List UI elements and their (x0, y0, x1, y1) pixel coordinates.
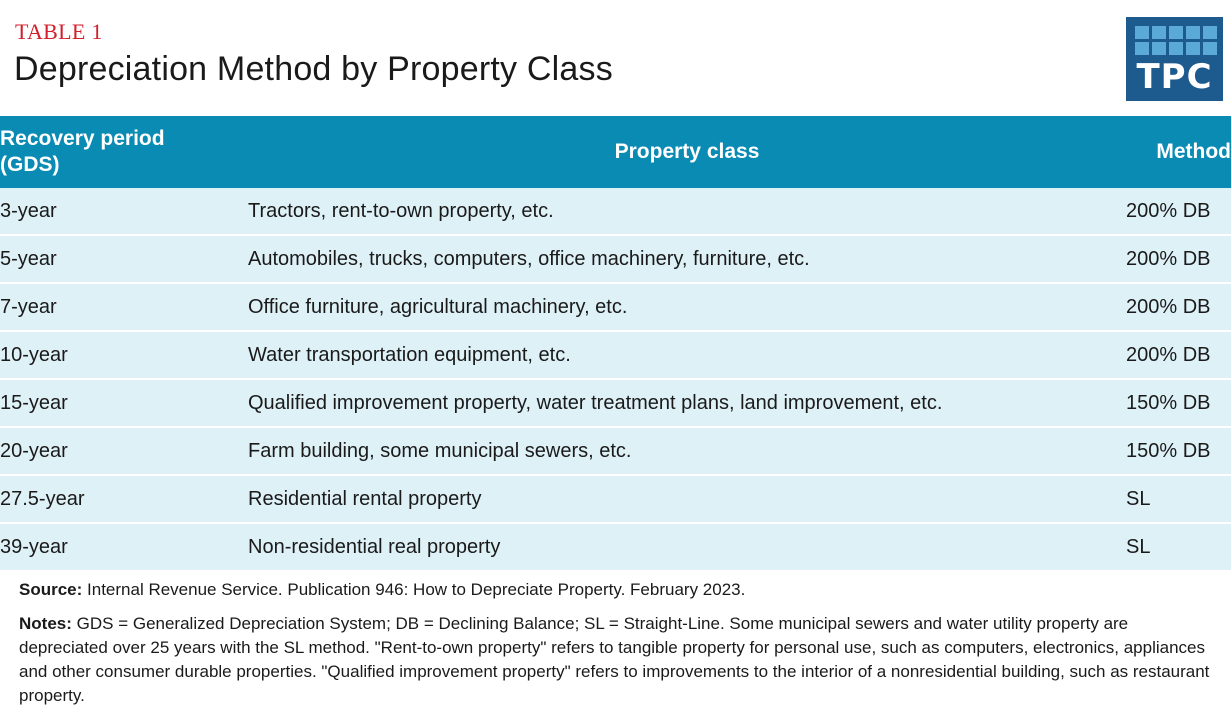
notes (19, 612, 1215, 708)
header-recovery-period-line2: (GDS) (0, 153, 60, 176)
method-cell: 150% DB (1126, 379, 1231, 427)
notes-label: Notes: (19, 614, 72, 633)
recovery-period-cell: 5-year (0, 235, 248, 283)
recovery-period-cell: 15-year (0, 379, 248, 427)
notes-text: GDS = Generalized Depreciation System; DB = Declining Balance; SL = Straight-Line. Some municipal sewers and water utility property are depreciated over 25 years with the SL method. "Rent-to-own property" refers to tangible property for personal use, such as computers, electronics, appliances and other consumer durable properties. "Qualified improvement property" refers to improvements to the interior of a nonresidential building, such as restaurant property. (19, 614, 1210, 705)
tpc-logo (1126, 17, 1223, 101)
property-class-cell: Non-residential real property (248, 523, 1126, 571)
logo-squares-icon (1135, 26, 1217, 55)
table-header-row (0, 116, 1231, 188)
method-cell: 200% DB (1126, 331, 1231, 379)
table-number-label: TABLE 1 (15, 19, 103, 44)
header-recovery-period (0, 116, 248, 188)
recovery-period-cell: 7-year (0, 283, 248, 331)
source-note (19, 578, 1215, 602)
property-class-cell: Water transportation equipment, etc. (248, 331, 1126, 379)
table-row (0, 523, 1231, 571)
recovery-period-cell: 39-year (0, 523, 248, 571)
source-label: Source: (19, 580, 83, 599)
recovery-period-cell: 20-year (0, 427, 248, 475)
table-row (0, 188, 1231, 235)
header-recovery-period-line1: Recovery period (0, 127, 165, 150)
header-property-class: Property class (248, 116, 1126, 188)
table-row (0, 331, 1231, 379)
method-cell: 200% DB (1126, 283, 1231, 331)
recovery-period-cell: 10-year (0, 331, 248, 379)
method-cell: 200% DB (1126, 235, 1231, 283)
property-class-cell: Farm building, some municipal sewers, etc. (248, 427, 1126, 475)
property-class-cell: Automobiles, trucks, computers, office machinery, furniture, etc. (248, 235, 1126, 283)
table-body (0, 188, 1231, 571)
property-class-cell: Office furniture, agricultural machinery, etc. (248, 283, 1126, 331)
page-title: Depreciation Method by Property Class (14, 50, 613, 88)
table-row (0, 379, 1231, 427)
method-cell: SL (1126, 475, 1231, 523)
table-row (0, 283, 1231, 331)
source-text: Internal Revenue Service. Publication 946: How to Depreciate Property. February 2023. (82, 580, 746, 599)
recovery-period-cell: 27.5-year (0, 475, 248, 523)
header-method: Method (1126, 116, 1231, 188)
recovery-period-cell: 3-year (0, 188, 248, 235)
method-cell: SL (1126, 523, 1231, 571)
method-cell: 150% DB (1126, 427, 1231, 475)
property-class-cell: Residential rental property (248, 475, 1126, 523)
table-row (0, 427, 1231, 475)
table-row (0, 475, 1231, 523)
logo-text: TPC (1136, 57, 1213, 97)
method-cell: 200% DB (1126, 188, 1231, 235)
property-class-cell: Tractors, rent-to-own property, etc. (248, 188, 1126, 235)
depreciation-table (0, 116, 1231, 572)
table-row (0, 235, 1231, 283)
property-class-cell: Qualified improvement property, water treatment plans, land improvement, etc. (248, 379, 1126, 427)
